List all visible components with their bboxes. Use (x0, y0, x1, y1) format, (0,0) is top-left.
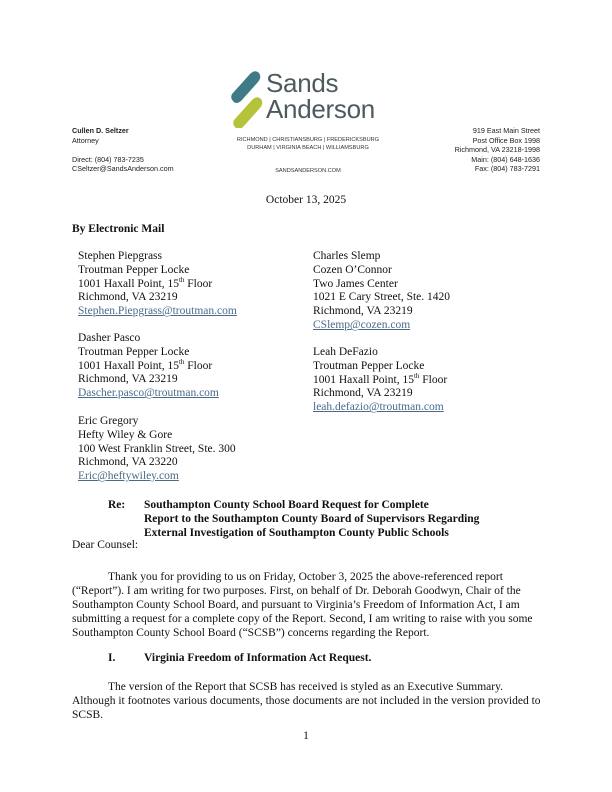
recipient-firm: Troutman Pepper Locke (313, 359, 425, 372)
recipient-street: 1001 Haxall Point, 15th Floor (78, 357, 213, 372)
section-number: I. (108, 652, 116, 664)
offices-line-1: RICHMOND | CHRISTIANSBURG | FREDERICKSBURG (236, 137, 380, 143)
firm-main-phone: Main: (804) 648-1636 (471, 154, 540, 164)
recipient-city: Richmond, VA 23219 (313, 387, 413, 400)
firm-address-line: Richmond, VA 23218-1998 (454, 145, 540, 155)
logo-wordmark (266, 70, 375, 122)
recipient-name: Charles Slemp (313, 250, 381, 262)
firm-website: SANDSANDERSON.COM (275, 168, 341, 174)
firm-address-line: 919 East Main Street (472, 126, 540, 135)
direct-phone: Direct: (804) 783-7235 (72, 154, 144, 164)
recipient-block (313, 250, 450, 333)
attorney-name: Cullen D. Seltzer (72, 126, 129, 135)
recipient-email-link[interactable]: Stephen.Piepgrass@troutman.com (78, 305, 237, 318)
sands-anderson-logo (228, 68, 388, 130)
section-heading: Virginia Freedom of Information Act Request. (144, 652, 372, 664)
attorney-title: Attorney (72, 135, 99, 145)
recipient-building: Two James Center (313, 277, 398, 290)
firm-fax: Fax: (804) 783-7291 (474, 164, 540, 174)
recipient-name: Leah DeFazio (313, 346, 378, 358)
recipient-block (78, 250, 237, 319)
recipient-firm: Hefty Wiley & Gore (78, 428, 173, 441)
recipient-block (313, 346, 447, 415)
recipient-email-link[interactable]: CSlemp@cozen.com (313, 318, 411, 331)
delivery-method: By Electronic Mail (72, 223, 165, 235)
recipient-name: Stephen Piepgrass (78, 250, 163, 262)
recipient-street: 1021 E Cary Street, Ste. 1420 (313, 291, 451, 304)
recipient-firm: Troutman Pepper Locke (78, 345, 190, 358)
recipient-block (78, 332, 219, 401)
recipient-street: 1001 Haxall Point, 15th Floor (78, 275, 213, 290)
recipient-city: Richmond, VA 23220 (78, 456, 178, 469)
logo-word-anderson: Anderson (266, 94, 375, 124)
page-number: 1 (303, 730, 309, 742)
re-subject (144, 498, 479, 540)
salutation: Dear Counsel: (72, 539, 139, 551)
recipient-block (78, 415, 236, 484)
recipient-street: 100 West Franklin Street, Ste. 300 (78, 442, 236, 455)
body-paragraph: The version of the Report that SCSB has received is styled as an Executive Summary. Although it footnotes various documents, those documents are not included in the version provided to SCSB. (72, 681, 541, 721)
re-subject-line: Report to the Southampton County Board of Supervisors Regarding (144, 513, 480, 525)
recipient-firm: Cozen O’Connor (313, 263, 392, 276)
recipient-city: Richmond, VA 23219 (313, 305, 413, 318)
recipient-city: Richmond, VA 23219 (78, 373, 178, 386)
letter-date: October 13, 2025 (265, 194, 347, 206)
recipient-email-link[interactable]: Dascher.pasco@troutman.com (78, 387, 219, 400)
recipient-firm: Troutman Pepper Locke (78, 263, 190, 276)
attorney-email: CSeltzer@SandsAnderson.com (72, 164, 174, 174)
recipient-street: 1001 Haxall Point, 15th Floor (313, 371, 448, 386)
firm-address-line: Post Office Box 1998 (472, 135, 540, 145)
re-subject-line: Southampton County School Board Request for Complete (144, 499, 429, 511)
recipient-city: Richmond, VA 23219 (78, 291, 178, 304)
recipient-name: Eric Gregory (78, 415, 139, 427)
office-locations (222, 136, 394, 152)
body-paragraph: Thank you for providing to us on Friday, October 3, 2025 the above-referenced report (“Report”). I am writing for two purposes. First, on behalf of Dr. Deborah Goodwyn, Chair of the Southampton County School Board, and pursuant to Virginia’s Freedom of Information Act, I am submitting a request for a complete copy of the Report. Second, I am writing to raise with you some Southampton County School Board (“SCSB”) concerns regarding the Report. (72, 571, 533, 639)
attorney-info (72, 126, 174, 174)
offices-line-2: DURHAM | VIRGINIA BEACH | WILLIAMSBURG (247, 145, 369, 151)
re-label: Re: (108, 499, 126, 511)
re-subject-line: External Investigation of Southampton County Public Schools (144, 527, 449, 539)
recipient-email-link[interactable]: leah.defazio@troutman.com (313, 401, 444, 414)
recipient-email-link[interactable]: Eric@heftywiley.com (78, 470, 179, 483)
recipient-name: Dasher Pasco (78, 332, 141, 344)
firm-address (455, 126, 540, 174)
logo-mark-icon (228, 68, 264, 128)
logo-word-sands: Sands (266, 68, 339, 98)
